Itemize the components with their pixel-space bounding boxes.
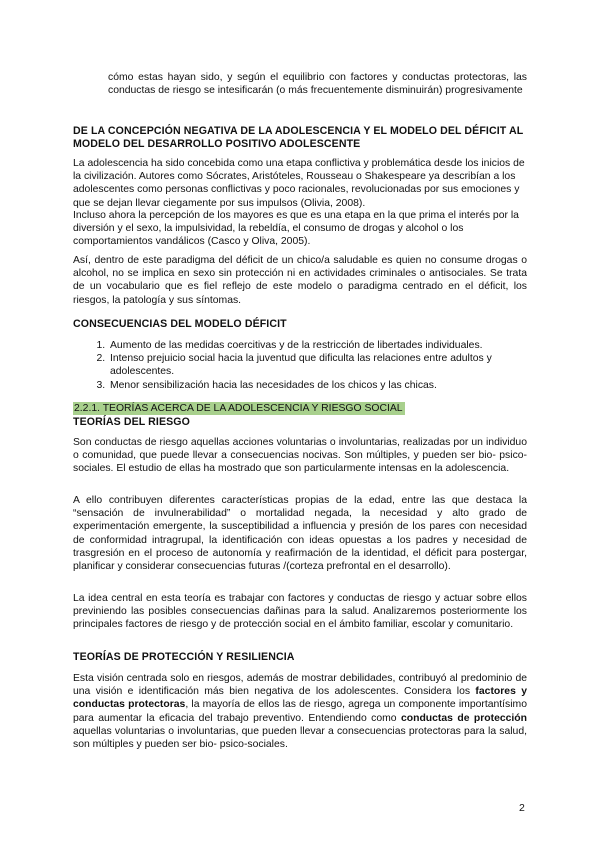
list-item: 2. Intenso prejuicio social hacia la juventud que dificulta las relaciones entre adultos y adolescentes. (108, 352, 527, 378)
section-heading-deficit-model: DE LA CONCEPCIÓN NEGATIVA DE LA ADOLESCENCIA Y EL MODELO DEL DÉFICIT AL MODELO DEL DESARROLLO POSITIVO ADOLESCENTE (73, 125, 524, 151)
paragraph-age-characteristics: A ello contribuyen diferentes características propias de la edad, entre las que destaca la “sensación de invulnerabilidad” o mortalidad negada, la necesidad y alto grado de experimentación emergente, la susceptibilidad a influencia y presión de los pares con necesidad de conformidad intragrupal, la identificación con ideas opuestas a los padres y necesidad de trasgresión en el proceso de autonomía y reafirmación de la identidad, el déficit para postergar, planificar y considerar consecuencias futuras /(corteza prefrontal en el desarrollo). (73, 495, 527, 573)
bold-protection-behaviors: conductas de protección (400, 712, 527, 724)
list-item: 3. Menor sensibilización hacia las necesidades de los chicos y las chicas. (108, 379, 527, 392)
paragraph-adolescence-conflictive: La adolescencia ha sido concebida como una etapa conflictiva y problemática desde los inicios de la civilización. Autores como Sócrates, Aristóteles, Rousseau o Shakespeare ya describían a los adolescentes como personas conflictivas y poco racionales, revolucionadas por sus emociones y que se dejan llevar ciegamente por sus impulsos (Olivia, 2008). (73, 158, 525, 209)
section-heading-consequences: CONSECUENCIAS DEL MODELO DÉFICIT (73, 318, 287, 330)
continuation-paragraph: cómo estas hayan sido, y según el equilibrio con factores y conductas protectoras, las conductas de riesgo se intesificarán (o más frecuentemente disminuirán) progresivamente (108, 72, 527, 97)
consequences-list (73, 339, 527, 392)
highlighted-subsection-title: 2.2.1. TEORÍAS ACERCA DE LA ADOLESCENCIA Y RIESGO SOCIAL (74, 403, 403, 414)
paragraph-risk-behaviors: Son conductas de riesgo aquellas acciones voluntarias o involuntarias, realizadas por un individuo o comunidad, que puede llevar a consecuencias nocivas. Son múltiples, y pueden ser bio- psico- sociales. El estudio de ellas ha mostrado que son particularmente intensas en la adolescencia. (73, 437, 527, 475)
section-heading-protection-resilience: TEORÍAS DE PROTECCIÓN Y RESILIENCIA (73, 651, 295, 663)
bold-protective-factors: factores y conductas protectoras (73, 686, 528, 711)
page-number: 2 (519, 802, 525, 814)
section-heading-risk-theories: TEORÍAS DEL RIESGO (73, 416, 190, 428)
paragraph-deficit-paradigm: Así, dentro de este paradigma del déficit de un chico/a saludable es quien no consume drogas o alcohol, no se implica en sexo sin protección ni en actividades criminales o antisociales. Se trata de un vocabulario que es fiel reflejo de este modelo o paradigma centrado en el déficit, los riesgos, la patología y sus síntomas. (73, 255, 527, 306)
paragraph-perception-adults: Incluso ahora la percepción de los mayores es que es una etapa en la que prima el interés por la diversión y el sexo, la impulsividad, la rebeldía, el consumo de drogas y alcohol o los comportamientos vandálicos (Casco y Oliva, 2005). (73, 210, 519, 248)
list-item: 1. Aumento de las medidas coercitivas y de la restricción de libertades individuales. (108, 339, 527, 352)
paragraph-central-idea: La idea central en esta teoría es trabajar con factores y conductas de riesgo y actuar sobre ellos previniendo las posibles consecuencias dañinas para la salud. Analizaremos posteriormente los principales factores de riesgo y de protección social en el ámbito familiar, escolar y comunitario. (73, 593, 527, 631)
paragraph-protection: Esta visión centrada solo en riesgos, además de mostrar debilidades, contribuyó al predominio de una visión e identificación más bien negativa de los adolescentes. Considera los factores y conductas protectoras, la mayoría de ellos las de riesgo, agrega un componente importantísimo para aumentar la eficacia del trabajo preventivo. Entendiendo como conductas de protección aquellas voluntarias o involuntarias, que pueden llevar a consecuencias protectoras para la salud, son múltiples y pueden ser bio- psico-sociales. (73, 673, 528, 751)
